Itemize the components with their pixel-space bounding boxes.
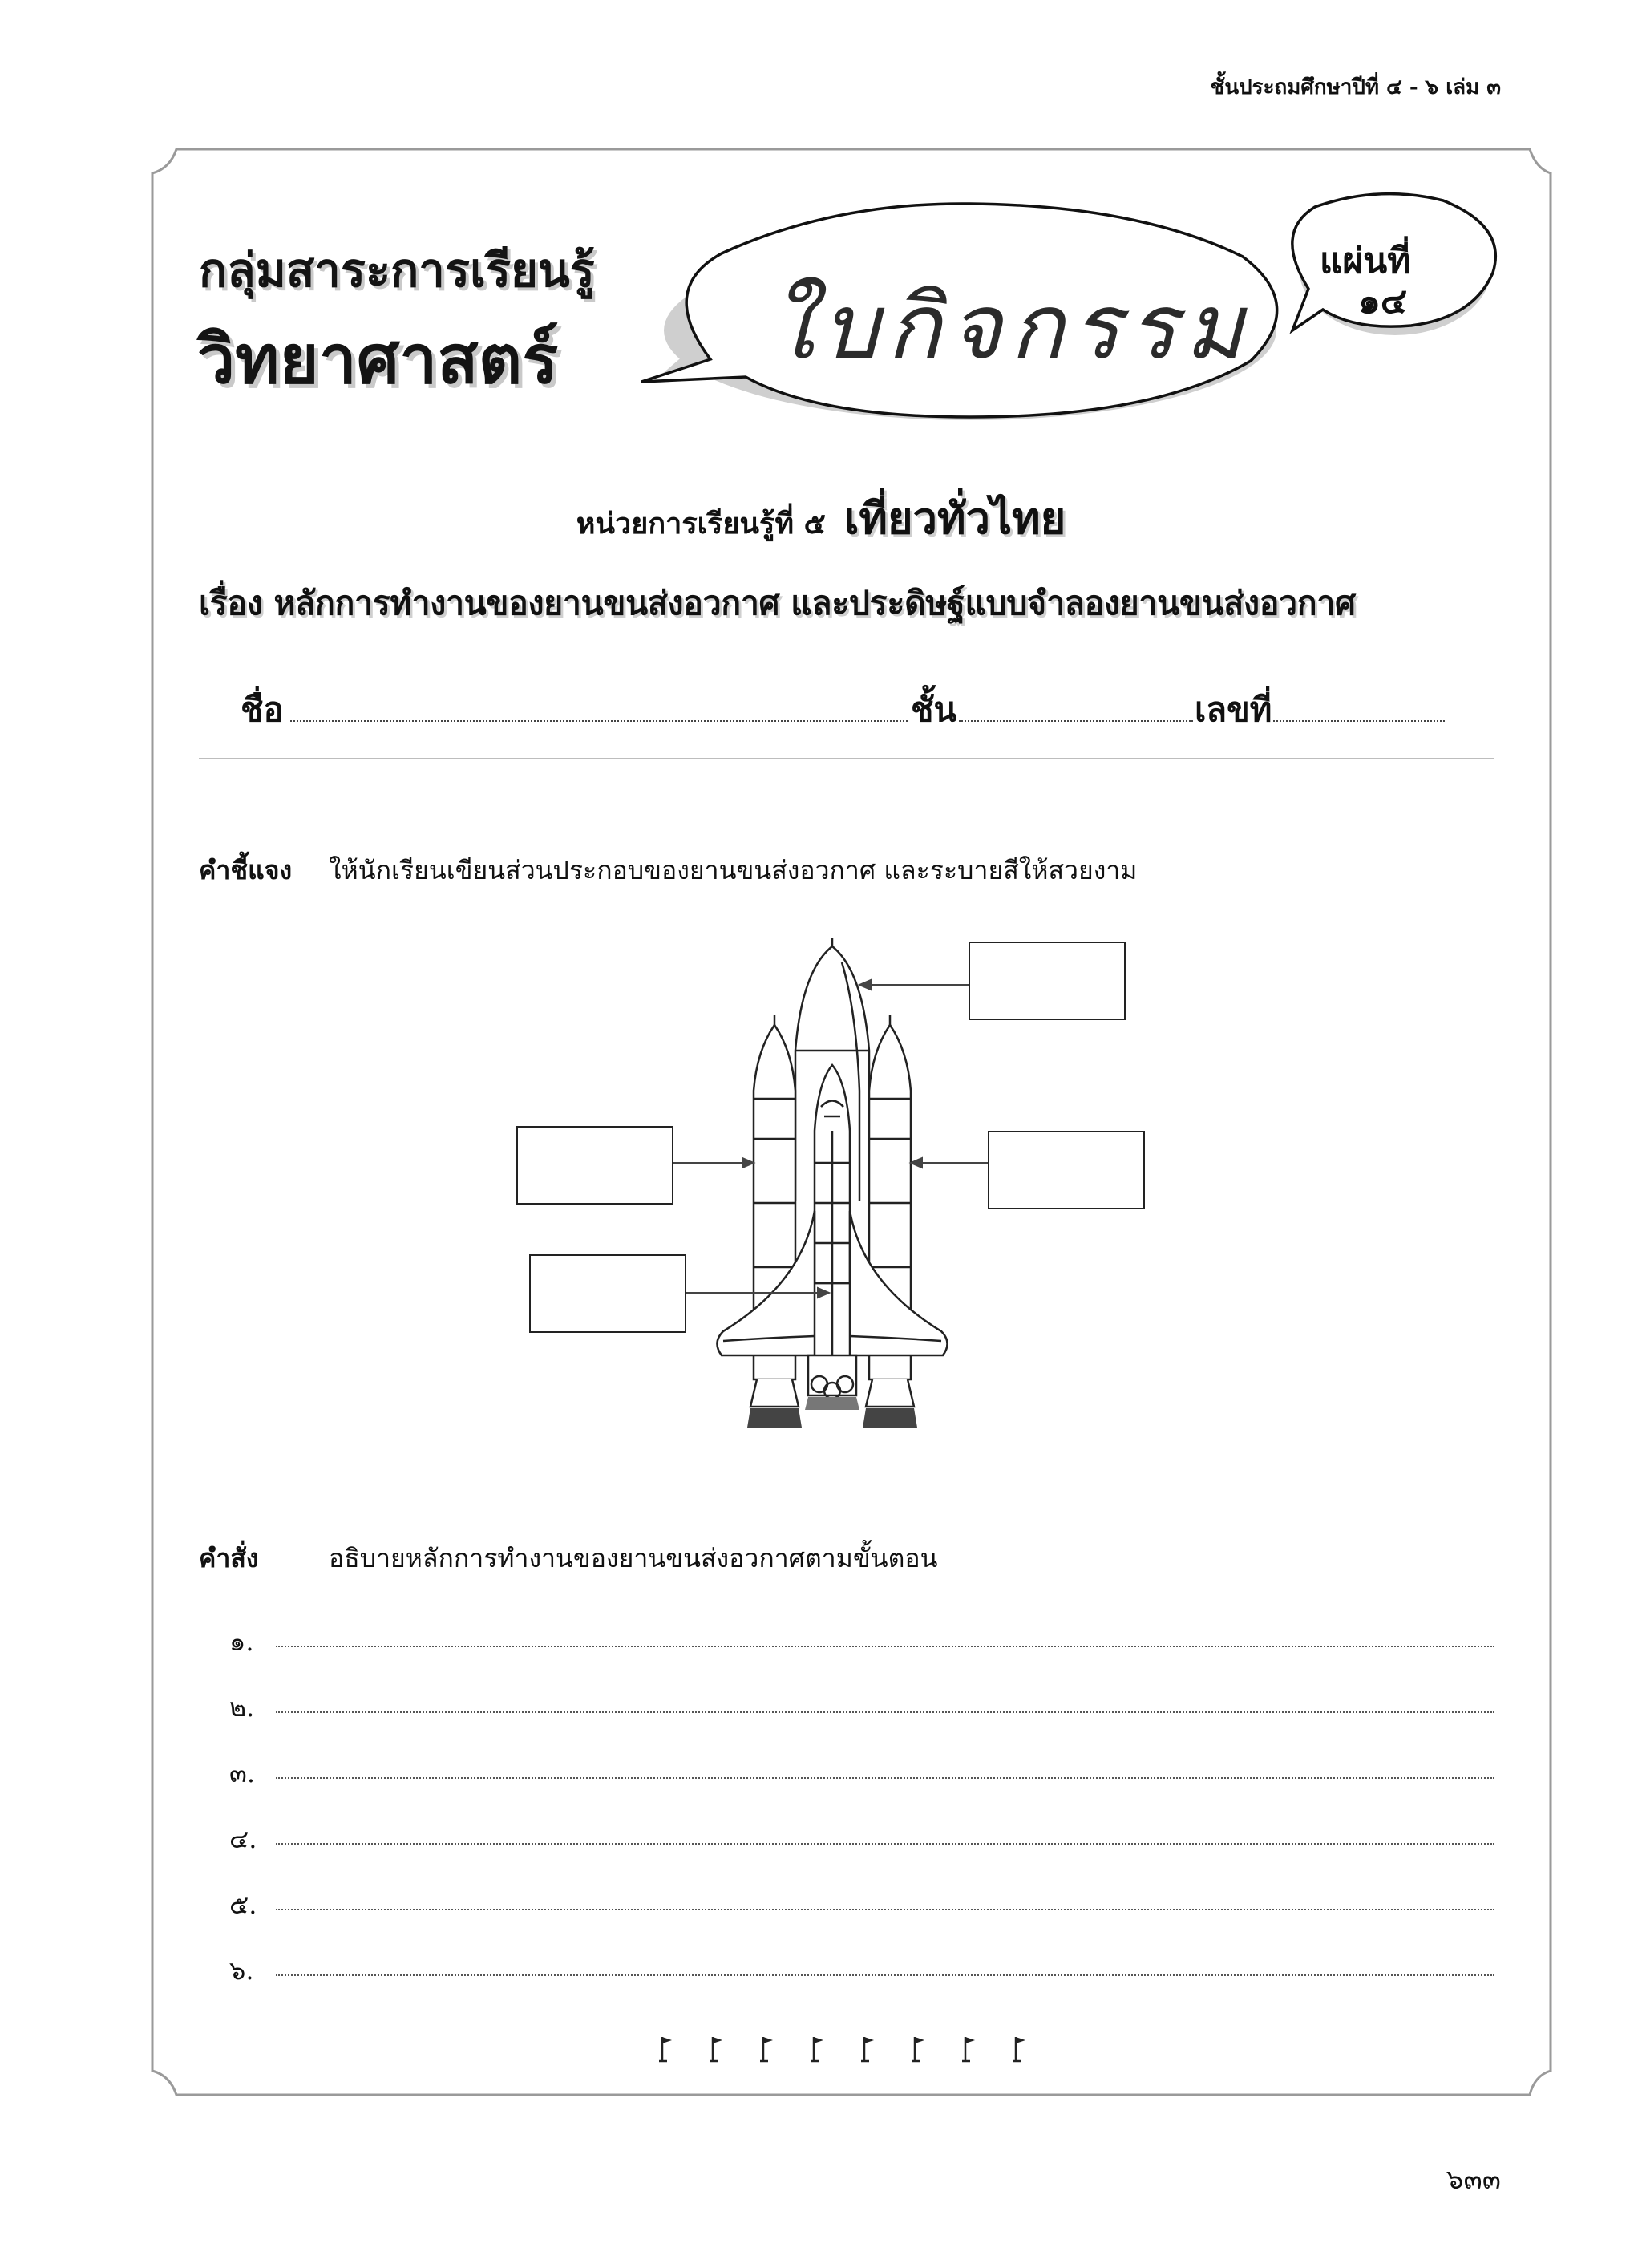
answer-number: ๕. <box>229 1889 257 1920</box>
flag-icon <box>807 2034 833 2066</box>
divider <box>199 758 1494 759</box>
class-label: ชั้น <box>911 690 957 729</box>
flag-icon <box>908 2034 934 2066</box>
name-field[interactable] <box>290 720 908 722</box>
flag-icon <box>656 2034 681 2066</box>
flag-icon <box>1009 2034 1035 2066</box>
answer-line[interactable] <box>276 1974 1494 1976</box>
answer-line[interactable] <box>276 1777 1494 1779</box>
flag-icon <box>706 2034 732 2066</box>
worksheet-title: ใบกิจกรรม <box>770 275 1252 379</box>
command-text: อธิบายหลักการทำงานของยานขนส่งอวกาศตามขั้นตอน <box>329 1543 938 1573</box>
answer-line[interactable] <box>276 1646 1494 1647</box>
label-box-external-tank[interactable] <box>969 942 1126 1020</box>
running-header: ชั้นประถมศึกษาปีที่ ๔ - ๖ เล่ม ๓ <box>1210 75 1501 99</box>
subject-name: วิทยาศาสตร์ <box>197 320 559 399</box>
label-box-left-booster[interactable] <box>516 1126 673 1205</box>
topic-title: เรื่อง หลักการทำงานของยานขนส่งอวกาศ และประดิษฐ์แบบจำลองยานขนส่งอวกาศ <box>199 584 1356 622</box>
flag-decoration-row <box>656 2034 1035 2066</box>
command-heading: คำสั่ง <box>199 1543 259 1573</box>
sheet-label: แผ่นที่ <box>1320 241 1411 281</box>
answer-number: ๔. <box>229 1824 257 1854</box>
number-field[interactable] <box>1273 720 1445 722</box>
number-label: เลขที่ <box>1195 690 1272 729</box>
answer-number: ๖. <box>229 1955 254 1986</box>
instruction-heading: คำชี้แจง <box>199 855 293 885</box>
label-box-right-booster[interactable] <box>988 1131 1145 1209</box>
answer-line[interactable] <box>276 1843 1494 1845</box>
sheet-number: ๑๔ <box>1358 281 1408 322</box>
unit-label: หน่วยการเรียนรู้ที่ ๕ <box>576 508 826 541</box>
answer-line[interactable] <box>276 1909 1494 1910</box>
flag-icon <box>757 2034 783 2066</box>
name-label: ชื่อ <box>241 690 284 729</box>
instruction-text: ให้นักเรียนเขียนส่วนประกอบของยานขนส่งอวกาศ และระบายสีให้สวยงาม <box>329 855 1138 885</box>
answer-number: ๓. <box>229 1758 256 1788</box>
unit-line <box>0 484 1642 553</box>
label-box-orbiter[interactable] <box>529 1254 686 1333</box>
subject-group: กลุ่มสาระการเรียนรู้ <box>199 243 595 298</box>
unit-title: เที่ยวทั่วไทย <box>843 493 1066 544</box>
answer-line[interactable] <box>276 1711 1494 1713</box>
class-field[interactable] <box>959 720 1193 722</box>
page-number: ๖๓๓ <box>1446 2164 1501 2196</box>
answer-number: ๒. <box>229 1692 255 1723</box>
flag-icon <box>858 2034 884 2066</box>
flag-icon <box>959 2034 985 2066</box>
answer-number: ๑. <box>229 1626 254 1657</box>
